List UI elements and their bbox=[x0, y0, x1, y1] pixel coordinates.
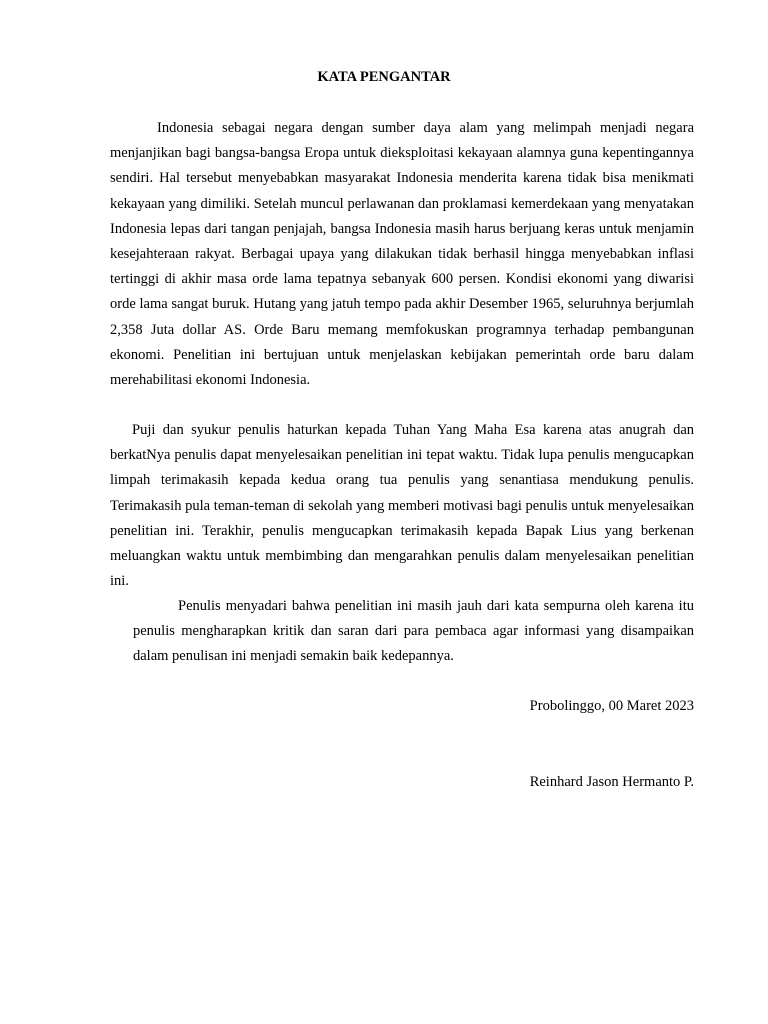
author-name: Reinhard Jason Hermanto P. bbox=[529, 774, 694, 790]
paragraph-introduction: Indonesia sebagai negara dengan sumber daya alam yang melimpah menjadi negara menjanjikan bagi bangsa-bangsa Eropa untuk dieksploitasi kekayaan alamnya guna kepentingannya sendiri. Hal tersebut menyebabkan masyarakat Indonesia menderita karena tidak bisa menikmati kekayaan yang dimiliki. Setelah muncul perlawanan dan proklamasi kemerdekaan yang menyatakan Indonesia lepas dari tangan penjajah, bangsa Indonesia masih harus berjuang keras untuk menjamin kesejahteraan rakyat. Berbagai upaya yang dilakukan tidak berhasil hingga menyebabkan inflasi tertinggi di akhir masa orde lama tepatnya sebanyak 600 persen. Kondisi ekonomi yang diwarisi orde lama sangat buruk. Hutang yang jatuh tempo pada akhir Desember 1965, seluruhnya berjumlah 2,358 Juta dollar AS. Orde Baru memang memfokuskan programnya terhadap pembangunan ekonomi. Penelitian ini bertujuan untuk menjelaskan kebijakan pemerintah orde baru dalam merehabilitasi ekonomi Indonesia. bbox=[110, 120, 694, 389]
page-title: KATA PENGANTAR bbox=[317, 69, 451, 85]
paragraph-closing: Penulis menyadari bahwa penelitian ini masih jauh dari kata sempurna oleh karena itu penulis mengharapkan kritik dan saran dari para pembaca agar informasi yang disampaikan dalam penulisan ini menjadi semakin baik kedepannya. bbox=[133, 598, 694, 665]
place-date: Probolinggo, 00 Maret 2023 bbox=[529, 698, 694, 714]
paragraph-acknowledgements: Puji dan syukur penulis haturkan kepada Tuhan Yang Maha Esa karena atas anugrah dan berkatNya penulis dapat menyelesaikan penelitian ini tepat waktu. Tidak lupa penulis mengucapkan limpah terimakasih kepada kedua orang tua penulis yang senantiasa mendukung penulis. Terimakasih pula teman-teman di sekolah yang memberi motivasi bagi penulis untuk menyelesaikan penelitian ini. Terakhir, penulis mengucapkan terimakasih kepada Bapak Lius yang berkenan meluangkan waktu untuk membimbing dan mengarahkan penulis dalam menyelesaikan penelitian ini. bbox=[110, 422, 694, 590]
